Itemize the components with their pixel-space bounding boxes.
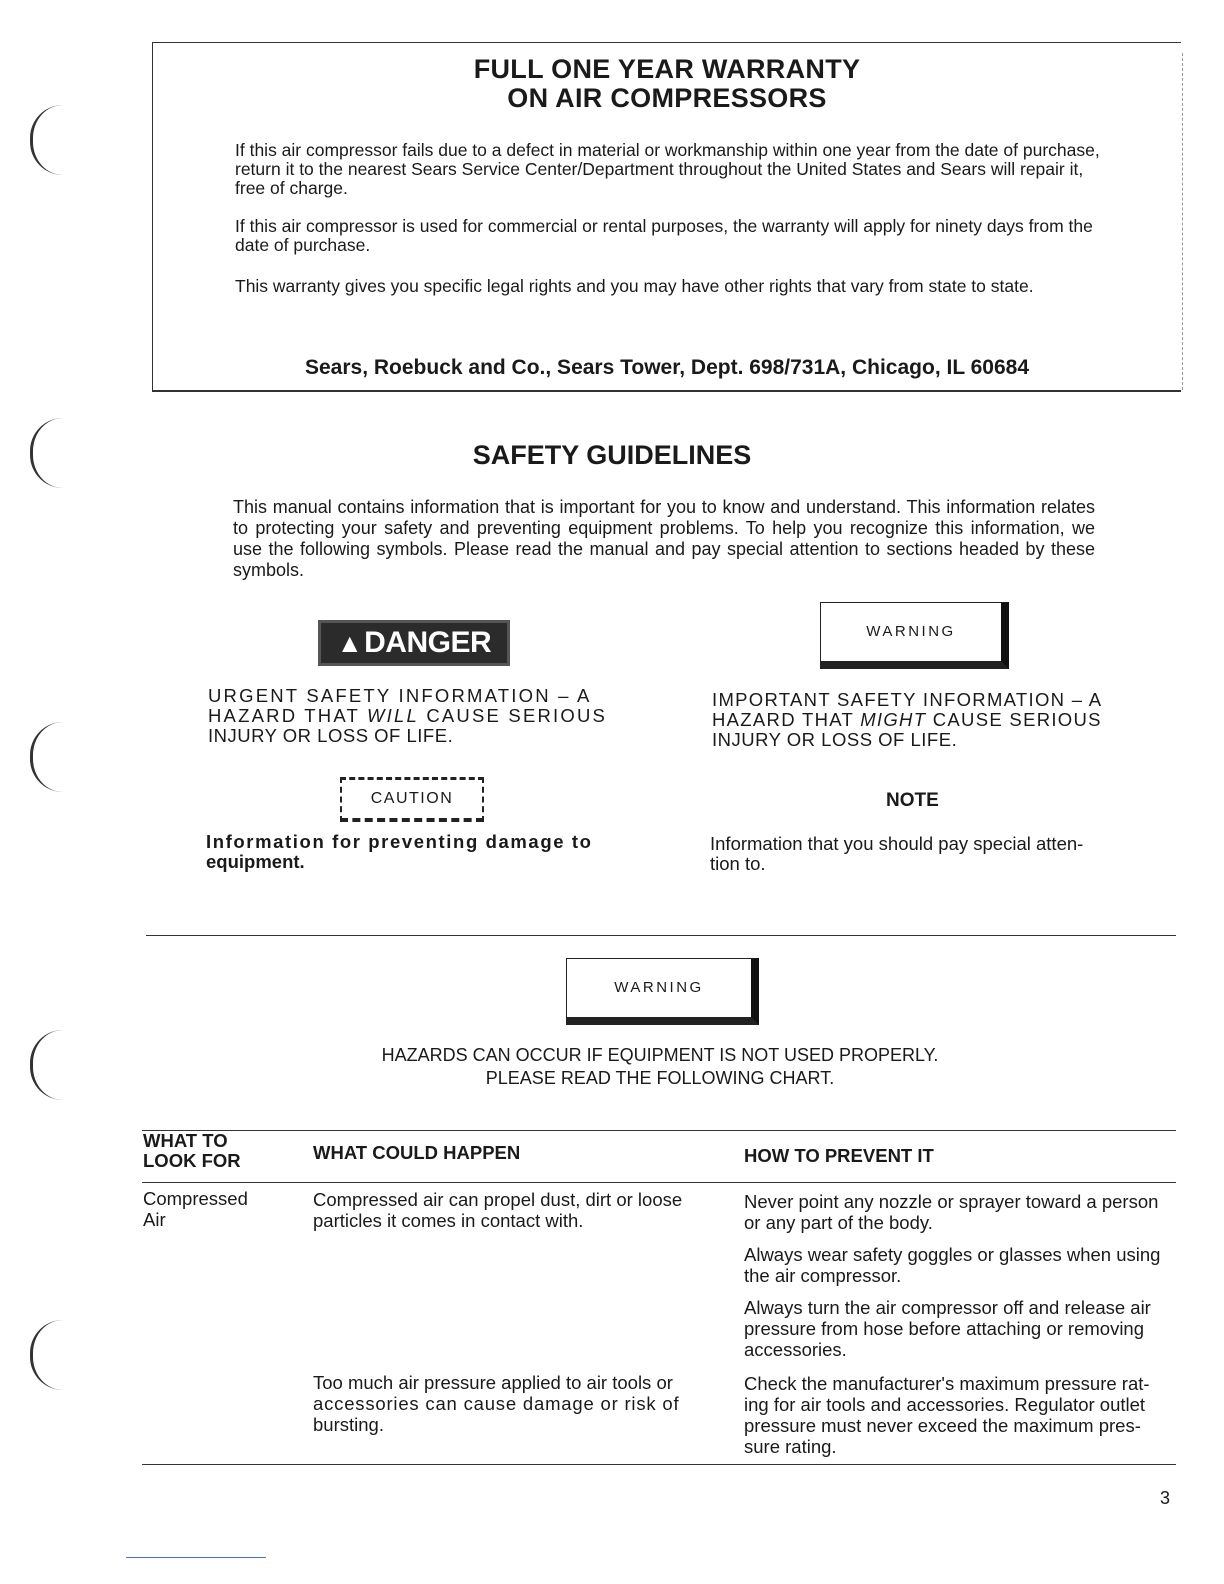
warning-description [712, 690, 1102, 750]
cell-line: Always turn the air compressor off and release air [744, 1297, 1151, 1318]
hazard-note-line: HAZARDS CAN OCCUR IF EQUIPMENT IS NOT USED PROPERLY. [381, 1045, 939, 1065]
warranty-paragraph: This warranty gives you specific legal rights and you may have other rights that vary from state to state. [235, 276, 1034, 296]
hazard-note-line: PLEASE READ THE FOLLOWING CHART. [485, 1068, 835, 1088]
warranty-title-line2: ON AIR COMPRESSORS [507, 83, 827, 113]
warranty-paragraph: If this air compressor is used for commercial or rental purposes, the warranty will apply for ninety days from the date of purchase. [235, 216, 1093, 255]
warning-badge: WARNING [820, 602, 1009, 669]
binder-hole-mark [30, 1320, 63, 1390]
cell-line: Check the manufacturer's maximum pressure rat- [744, 1373, 1150, 1394]
warranty-paragraph: If this air compressor fails due to a defect in material or workmanship within one year from the date of purchase, return it to the nearest Sears Service Center/Department throughout the United States and Sears will repair it, free of charge. [235, 140, 1100, 198]
caution-line: Information for preventing damage to [206, 831, 593, 852]
caution-line: equipment. [206, 851, 305, 872]
section-divider [146, 935, 1176, 936]
cell-line: the air compressor. [744, 1265, 902, 1286]
danger-badge [318, 620, 510, 666]
cell-line: pressure must never exceed the maximum pres- [744, 1415, 1141, 1436]
note-label: NOTE [886, 790, 939, 811]
cell-line: Too much air pressure applied to air tools or [313, 1372, 673, 1393]
cell-line: Never point any nozzle or sprayer toward a person [744, 1191, 1159, 1212]
cell-line: accessories. [744, 1339, 847, 1360]
safety-intro-paragraph: This manual contains information that is important for you to know and understand. This information relates to protecting your safety and preventing equipment problems. To help you recognize this information, we use the following symbols. Please read the manual and pay special attention to sections headed by these symbols. [233, 497, 1095, 580]
cell-line: sure rating. [744, 1436, 837, 1457]
warning-line: INJURY OR LOSS OF LIFE. [712, 729, 958, 750]
danger-line: INJURY OR LOSS OF LIFE. [208, 725, 454, 746]
caution-description [206, 832, 593, 872]
cell-line: Always wear safety goggles or glasses when using [744, 1244, 1161, 1265]
column-header-what-could-happen: WHAT COULD HAPPEN [313, 1142, 521, 1163]
cell-line: ing for air tools and accessories. Regulator outlet [744, 1394, 1146, 1415]
safety-guidelines-title: SAFETY GUIDELINES [472, 440, 752, 470]
table-cell-happen [313, 1372, 679, 1435]
column-header-how-to-prevent: HOW TO PREVENT IT [744, 1145, 934, 1166]
note-line: Information that you should pay special atten- [710, 833, 1084, 854]
table-cell-happen [313, 1189, 682, 1231]
cell-line: Compressed air can propel dust, dirt or loose [313, 1189, 683, 1210]
danger-line-text: CAUSE SERIOUS [418, 705, 608, 726]
page-footer-line [126, 1557, 266, 1558]
warranty-address: Sears, Roebuck and Co., Sears Tower, Dept. 698/731A, Chicago, IL 60684 [304, 356, 1030, 379]
table-cell-prevent [744, 1373, 1150, 1457]
cell-line: Air [143, 1209, 166, 1230]
note-description [710, 834, 1083, 874]
cell-line: bursting. [313, 1414, 384, 1435]
danger-badge-label: DANGER [364, 626, 492, 659]
warranty-box-edge [1182, 53, 1183, 390]
table-header-rule [142, 1182, 1176, 1183]
danger-line [208, 706, 607, 726]
cell-line: particles it comes in contact with. [313, 1210, 584, 1231]
warning-triangle-icon: ▲ [336, 628, 363, 658]
cell-line: or any part of the body. [744, 1212, 933, 1233]
header-line: WHAT TO [143, 1130, 228, 1151]
column-header-what-to-look-for [143, 1131, 241, 1171]
cell-line: Compressed [143, 1188, 248, 1209]
table-cell-prevent [744, 1244, 1160, 1286]
warning-line-text: HAZARD THAT [712, 709, 861, 730]
warranty-box [152, 42, 1181, 392]
header-line: LOOK FOR [143, 1150, 241, 1171]
warning-line-text: CAUSE SERIOUS [926, 709, 1102, 730]
table-cell-prevent [744, 1191, 1158, 1233]
danger-emphasis: WILL [367, 705, 419, 726]
warning-emphasis: MIGHT [860, 709, 927, 730]
caution-badge: CAUTION [340, 777, 484, 822]
note-line: tion to. [710, 853, 766, 874]
warning-line [712, 710, 1102, 730]
warranty-title [153, 55, 1181, 113]
table-bottom-rule [142, 1464, 1176, 1465]
binder-hole-mark [30, 105, 63, 175]
binder-hole-mark [30, 722, 63, 792]
hazard-warning-badge: WARNING [566, 958, 759, 1025]
hazard-note [0, 1044, 1224, 1090]
warning-line: IMPORTANT SAFETY INFORMATION – A [712, 689, 1103, 710]
danger-line-text: HAZARD THAT [208, 705, 367, 726]
warranty-title-line1: FULL ONE YEAR WARRANTY [473, 54, 861, 84]
cell-line: accessories can cause damage or risk of [313, 1393, 680, 1414]
danger-description [208, 686, 607, 746]
danger-line: URGENT SAFETY INFORMATION – A [208, 685, 592, 706]
table-top-rule [142, 1130, 1176, 1131]
cell-line: pressure from hose before attaching or removing [744, 1318, 1145, 1339]
table-cell-look-for [143, 1188, 248, 1230]
table-cell-prevent [744, 1297, 1151, 1360]
page-number: 3 [1160, 1488, 1171, 1508]
